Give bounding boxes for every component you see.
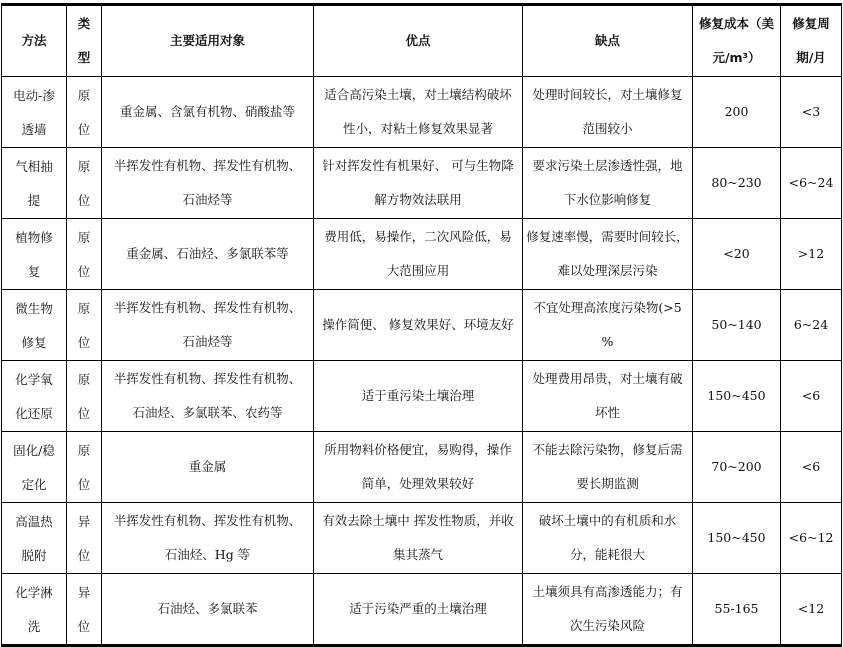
table-row (2, 148, 842, 219)
cell-text-line: 异 (77, 514, 91, 529)
cell-text-line: 原 (77, 88, 91, 103)
cell-cost (693, 361, 781, 432)
cell-text-line: 电动-渗 (13, 88, 55, 103)
cell-text-line: 解方物效法联用 (374, 192, 462, 207)
cell-text-line: 坏性 (594, 405, 620, 420)
cell-text-line: 型 (77, 50, 91, 65)
cell-text-line: <12 (797, 601, 825, 616)
cell-type (67, 77, 102, 148)
cell-text-line: 不能去除污染物，修复后需 (532, 442, 683, 457)
cell-text-line: 半挥发性有机物、挥发性有机物、 (113, 158, 302, 173)
cell-advantages (314, 77, 523, 148)
cell-advantages (314, 432, 523, 503)
cell-advantages (314, 148, 523, 219)
cell-text-line: 操作简便、 修复效果好、环境友好 (322, 317, 514, 332)
table-row (2, 77, 842, 148)
header-applicable-targets (102, 5, 314, 77)
header-period (781, 5, 842, 77)
cell-period (781, 503, 842, 574)
cell-text-line: 缺点 (594, 33, 620, 48)
cell-text-line: 分，能耗很大 (569, 547, 645, 562)
cell-text-line: 处理费用昂贵，对土壤有破 (532, 371, 683, 386)
table-row (2, 290, 842, 361)
cell-cost (693, 503, 781, 574)
header-advantages (314, 5, 523, 77)
cell-text-line: <6~24 (788, 175, 834, 190)
table-row (2, 432, 842, 503)
cell-text-line: 定化 (21, 477, 47, 492)
table-row (2, 219, 842, 290)
cell-text-line: 石油烃等 (182, 334, 233, 349)
cell-applicable-targets (102, 290, 314, 361)
cell-text-line: 难以处理深层污染 (557, 263, 658, 278)
header-method (2, 5, 67, 77)
table-row (2, 503, 842, 574)
cell-applicable-targets (102, 77, 314, 148)
cell-advantages (314, 361, 523, 432)
cell-text-line: 位 (77, 548, 91, 563)
cell-text-line: 半挥发性有机物、挥发性有机物、 (113, 371, 302, 386)
header-cost (693, 5, 781, 77)
cell-text-line: <6~12 (788, 530, 834, 545)
cell-text-line: 修复速率慢，需要时间较长， (526, 229, 689, 244)
cell-cost (693, 77, 781, 148)
cell-text-line: 重金属、含氯有机物、硝酸盐等 (119, 104, 295, 119)
cell-method (2, 219, 67, 290)
cell-text-line: 石油烃等 (182, 192, 233, 207)
cell-text-line: 性小，对粘土修复效果显著 (342, 121, 493, 136)
cell-text-line: 次生污染风险 (569, 618, 645, 633)
cell-text-line: >12 (797, 246, 825, 261)
cell-cost (693, 219, 781, 290)
cell-method (2, 361, 67, 432)
cell-text-line: 所用物料价格便宜，易购得，操作 (324, 442, 512, 457)
cell-period (781, 432, 842, 503)
cell-text-line: 透墙 (21, 122, 47, 137)
cell-text-line: 适于重污染土壤治理 (361, 388, 475, 403)
cell-text-line: 简单，处理效果较好 (361, 476, 475, 491)
cell-text-line: 范围较小 (582, 121, 633, 136)
cell-text-line: 高温热 (15, 514, 53, 529)
cell-type (67, 503, 102, 574)
cell-text-line: 破坏土壤中的有机质和水 (538, 513, 677, 528)
cell-advantages (314, 574, 523, 646)
cell-text-line: 修复成本（美 (698, 16, 774, 31)
cell-text-line: 70~200 (711, 459, 762, 474)
cell-text-line: <6 (801, 459, 821, 474)
cell-text-line: 要长期监测 (576, 476, 639, 491)
cell-text-line: <3 (801, 104, 821, 119)
cell-text-line: 150~450 (707, 530, 766, 545)
cell-text-line: 50~140 (711, 317, 762, 332)
cell-type (67, 361, 102, 432)
cell-text-line: 针对挥发性有机果好、 可与生物降 (322, 158, 514, 173)
cell-period (781, 219, 842, 290)
cell-text-line: 55-165 (714, 601, 759, 616)
cell-advantages (314, 503, 523, 574)
cell-text-line: 位 (77, 122, 91, 137)
cell-text-line: 化还原 (15, 406, 53, 421)
cell-text-line: 植物修 (15, 230, 53, 245)
cell-text-line: 化学氧 (15, 372, 53, 387)
cell-text-line: 气相抽 (15, 159, 53, 174)
cell-text-line: 费用低，易操作，二次风险低，易 (324, 229, 512, 244)
cell-text-line: 方法 (21, 33, 47, 48)
cell-text-line: 复 (27, 264, 41, 279)
cell-period (781, 148, 842, 219)
cell-method (2, 503, 67, 574)
cell-period (781, 77, 842, 148)
cell-period (781, 574, 842, 646)
cell-cost (693, 574, 781, 646)
table-row (2, 574, 842, 646)
cell-disadvantages (523, 503, 693, 574)
cell-text-line: 提 (27, 193, 41, 208)
cell-text-line: 适合高污染土壤，对土壤结构破坏 (324, 87, 512, 102)
header-row (2, 5, 842, 77)
cell-cost (693, 432, 781, 503)
cell-text-line: 微生物 (15, 301, 53, 316)
remediation-methods-table (1, 3, 842, 647)
cell-type (67, 432, 102, 503)
cell-type (67, 290, 102, 361)
cell-text-line: 原 (77, 443, 91, 458)
cell-text-line: 石油烃、多氯联苯、农药等 (132, 405, 283, 420)
header-type (67, 5, 102, 77)
cell-text-line: 位 (77, 619, 91, 634)
cell-text-line: 期/月 (796, 50, 826, 65)
cell-text-line: 原 (77, 372, 91, 387)
cell-text-line: 位 (77, 477, 91, 492)
cell-text-line: 化学淋 (15, 585, 53, 600)
cell-text-line: 适于污染严重的土壤治理 (349, 601, 487, 616)
cell-text-line: 优点 (405, 33, 431, 48)
cell-text-line: 集其蒸气 (392, 547, 443, 562)
cell-text-line: 异 (77, 585, 91, 600)
cell-text-line: 位 (77, 406, 91, 421)
cell-text-line: 元/m³） (712, 50, 761, 65)
cell-text-line: 主要适用对象 (169, 33, 245, 48)
cell-text-line: 位 (77, 193, 91, 208)
cell-applicable-targets (102, 361, 314, 432)
cell-text-line: 原 (77, 301, 91, 316)
cell-text-line: 150~450 (707, 388, 766, 403)
cell-text-line: 石油烃、Hg 等 (164, 547, 251, 562)
cell-disadvantages (523, 148, 693, 219)
cell-text-line: 处理时间较长，对土壤修复 (532, 87, 683, 102)
cell-text-line: 半挥发性有机物、挥发性有机物、 (113, 300, 302, 315)
cell-applicable-targets (102, 574, 314, 646)
cell-type (67, 574, 102, 646)
cell-text-line: 重金属、石油烃、多氯联苯等 (126, 246, 289, 261)
cell-text-line: 石油烃、多氯联苯 (157, 601, 258, 616)
cell-disadvantages (523, 574, 693, 646)
cell-text-line: <20 (723, 246, 750, 261)
cell-text-line: <6 (801, 388, 821, 403)
cell-text-line: 重金属 (188, 459, 227, 474)
cell-text-line: 80~230 (711, 175, 762, 190)
cell-text-line: 半挥发性有机物、挥发性有机物、 (113, 513, 302, 528)
cell-text-line: 洗 (27, 619, 41, 634)
cell-method (2, 148, 67, 219)
cell-applicable-targets (102, 432, 314, 503)
cell-method (2, 290, 67, 361)
cell-type (67, 148, 102, 219)
cell-text-line: 修复 (21, 335, 47, 350)
cell-text-line: 大范围应用 (386, 263, 450, 278)
cell-period (781, 290, 842, 361)
cell-text-line: 下水位影响修复 (563, 192, 652, 207)
cell-text-line: 200 (724, 104, 749, 119)
cell-method (2, 574, 67, 646)
cell-text-line: 不宜处理高浓度污染物(>5 (533, 300, 682, 315)
cell-text-line: 脱附 (21, 548, 47, 563)
cell-disadvantages (523, 432, 693, 503)
cell-text-line: 原 (77, 159, 91, 174)
cell-cost (693, 290, 781, 361)
cell-text-line: 有效去除土壤中 挥发性物质，并收 (322, 513, 514, 528)
header-disadvantages (523, 5, 693, 77)
cell-applicable-targets (102, 219, 314, 290)
cell-method (2, 77, 67, 148)
cell-disadvantages (523, 361, 693, 432)
cell-text-line: 固化/稳 (13, 443, 55, 458)
cell-disadvantages (523, 290, 693, 361)
cell-disadvantages (523, 77, 693, 148)
cell-text-line: 6~24 (793, 317, 829, 332)
cell-disadvantages (523, 219, 693, 290)
cell-method (2, 432, 67, 503)
cell-applicable-targets (102, 148, 314, 219)
cell-type (67, 219, 102, 290)
cell-cost (693, 148, 781, 219)
cell-text-line: % (601, 334, 614, 349)
cell-text-line: 修复周 (792, 16, 830, 31)
cell-text-line: 类 (77, 16, 91, 31)
cell-text-line: 土壤须具有高渗透能力；有 (532, 584, 683, 599)
cell-applicable-targets (102, 503, 314, 574)
cell-advantages (314, 290, 523, 361)
cell-advantages (314, 219, 523, 290)
cell-text-line: 位 (77, 335, 91, 350)
cell-text-line: 要求污染土层渗透性强，地 (532, 158, 683, 173)
table-row (2, 361, 842, 432)
cell-period (781, 361, 842, 432)
cell-text-line: 原 (77, 230, 91, 245)
cell-text-line: 位 (77, 264, 91, 279)
